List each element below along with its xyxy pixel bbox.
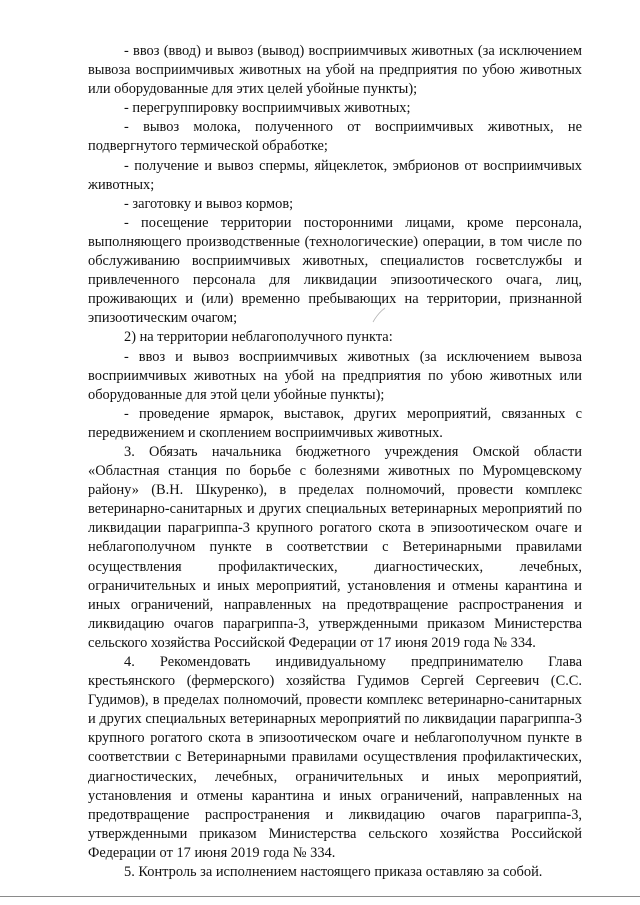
scan-bottom-edge — [0, 896, 640, 897]
document-body — [88, 42, 582, 882]
paragraph-item-5: 5. Контроль за исполнением настоящего приказа оставляю за собой. — [124, 864, 543, 881]
paragraph-item-4: 4. Рекомендовать индивидуальному предпринимателю Глава крестьянского (фермерского) хозяйства Гудимов Сергей Сергеевич (С.С. Гудимов), в пределах полномочий, провести комплекс ветеринарно-санитарных и других специальных ветеринарных мероприятий по ликвидации парагриппа-3 крупного рогатого скота в эпизоотическом очаге и неблагополучном пункте в соответствии с Ветеринарными правилами осуществления профилактических, диагностических, лечебных, ограничительных и иных мероприятий, установления и отмены карантина и иных ограничений, направленных на предотвращение распространения и ликвидацию очагов парагриппа-3, утвержденными приказом Министерства сельского хозяйства Российской Федерации от 17 июня 2019 года № 334. — [88, 654, 582, 861]
paragraph-visitor-ban: - посещение территории посторонними лицами, кроме персонала, выполняющего производственные (технологические) операции, в том числе по обслуживанию восприимчивых животных, специалистов госветслужбы и привлеченного персонала для ликвидации эпизоотического очага, лиц, проживающих и (или) временно пребывающих на территории, признанной эпизоотическим очагом; — [88, 214, 582, 327]
paragraph-item-3: 3. Обязать начальника бюджетного учреждения Омской области «Областная станция по борьбе с болезнями животных по Муромцевскому району» (В.Н. Шкуренко), в пределах полномочий, провести комплекс ветеринарно-санитарных и других специальных ветеринарных мероприятий по ликвидации парагриппа-3 крупного рогатого скота в эпизоотическом очаге и неблагополучном пункте в соответствии с Ветеринарными правилами осуществления профилактических, диагностических, лечебных, ограничительных и иных мероприятий, установления и отмены карантина и иных ограничений, направленных на предотвращение распространения и ликвидацию очагов парагриппа-3, утвержденными приказом Министерства сельского хозяйства Российской Федерации от 17 июня 2019 года № 334. — [88, 443, 582, 651]
paragraph-regrouping-ban: - перегруппировку восприимчивых животных; — [124, 100, 411, 117]
paragraph-unfavorable-point-heading: 2) на территории неблагополучного пункта: — [124, 329, 393, 346]
paragraph-sperm-embryo-ban: - получение и вывоз спермы, яйцеклеток, эмбрионов от восприимчивых животных; — [88, 157, 582, 193]
paragraph-animal-transport-ban: - ввоз и вывоз восприимчивых животных (за исключением вывоза восприимчивых животных на убой на предприятия по убою животных или оборудованные для этой цели убойные пункты); — [88, 348, 582, 403]
paragraph-fairs-ban: - проведение ярмарок, выставок, других мероприятий, связанных с передвижением и скоплением восприимчивых животных. — [88, 405, 582, 441]
paragraph-feed-ban: - заготовку и вывоз кормов; — [124, 195, 294, 212]
pen-stroke-mark — [372, 307, 386, 323]
paragraph-milk-export-ban: - вывоз молока, полученного от восприимчивых животных, не подвергнутого термической обработке; — [88, 119, 582, 155]
paragraph-import-export-ban: - ввоз (ввод) и вывоз (вывод) восприимчивых животных (за исключением вывоза восприимчивых животных на убой на предприятия по убою животных или оборудованные для этих целей убойные пункты); — [88, 43, 582, 98]
